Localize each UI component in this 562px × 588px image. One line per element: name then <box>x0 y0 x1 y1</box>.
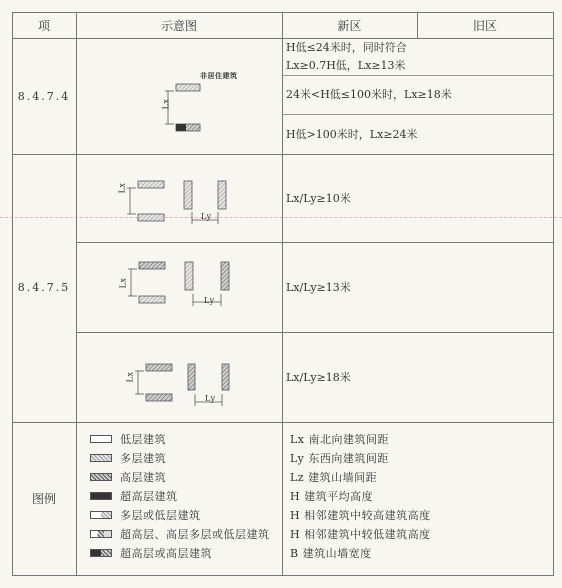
legend-label: 多层建筑 <box>120 452 166 465</box>
dim-label-lx-1: Lx <box>160 98 170 110</box>
legend-item <box>90 546 212 560</box>
legend-swatch <box>90 435 112 443</box>
dim-label-lx-2: Lx <box>116 182 126 194</box>
legend-swatch <box>90 530 112 538</box>
legend-label: 多层或低层建筑 <box>120 509 201 522</box>
legend-item <box>90 470 166 484</box>
legend-definition: Ly 东西向建筑间距 <box>290 452 389 465</box>
rule-height-24-100: 24米<H低≤100米时，Lx≥18米 <box>286 88 452 101</box>
clause-8-4-7-4: 8.4.7.4 <box>17 89 71 103</box>
diagram-gable-spacing-c <box>76 332 282 422</box>
legend-item <box>90 508 201 522</box>
legend-item <box>90 489 178 503</box>
legend-definition: Lz 建筑山墙间距 <box>290 471 378 484</box>
legend-label: 超高层、高层多层或低层建筑 <box>120 528 270 541</box>
legend-swatch <box>90 511 112 519</box>
rule-ratio-13: Lx/Ly≥13米 <box>286 280 351 294</box>
header-item: 项 <box>37 18 50 33</box>
dim-label-ly-3: Ly <box>204 295 215 305</box>
header-old-area: 旧区 <box>472 18 497 33</box>
rule-ratio-10: Lx/Ly≥10米 <box>286 191 351 205</box>
dim-label-lx-4: Lx <box>124 371 134 383</box>
legend-definition: Lx 南北向建筑间距 <box>290 433 390 446</box>
legend-label: 超高层建筑 <box>120 490 178 503</box>
legend-swatch <box>90 492 112 500</box>
legend-swatch <box>90 549 112 557</box>
legend-label: 高层建筑 <box>120 471 166 484</box>
rule-height-over-100: H低>100米时，Lx≥24米 <box>286 127 418 141</box>
non-residential-label: 非居住建筑 <box>200 71 238 80</box>
legend-title: 图例 <box>31 492 56 506</box>
legend-item <box>90 432 166 446</box>
rule-height-24-b: Lx≥0.7H低，Lx≥13米 <box>286 58 406 72</box>
clause-8-4-7-5: 8.4.7.5 <box>17 280 71 294</box>
legend-definition: B 建筑山墙宽度 <box>290 547 372 560</box>
dim-label-ly-4: Ly <box>205 393 216 403</box>
spacing-table <box>12 12 554 576</box>
legend-item <box>90 451 166 465</box>
dim-label-ly-2: Ly <box>201 211 212 221</box>
legend-definition: H 建筑平均高度 <box>290 490 374 503</box>
rule-height-24-a: H低≤24米时，同时符合 <box>286 40 407 54</box>
header-diagram: 示意图 <box>160 18 197 33</box>
diagram-non-residential <box>76 38 282 154</box>
rule-ratio-18: Lx/Ly≥18米 <box>286 370 351 384</box>
legend-swatch <box>90 473 112 481</box>
diagram-gable-spacing-a <box>76 154 282 242</box>
table-right-border <box>553 12 554 576</box>
table-bottom-border <box>12 575 554 576</box>
legend-label: 超高层或高层建筑 <box>120 547 212 560</box>
legend-definition: H 相邻建筑中较低建筑高度 <box>290 528 431 541</box>
legend-item <box>90 527 270 541</box>
legend-definition: H 相邻建筑中较高建筑高度 <box>290 509 431 522</box>
legend-label: 低层建筑 <box>120 433 166 446</box>
section-divider-legend <box>12 422 554 423</box>
dim-label-lx-3: Lx <box>117 277 127 289</box>
header-new-area: 新区 <box>337 18 362 33</box>
diagram-gable-spacing-b <box>76 242 282 332</box>
legend-swatch <box>90 454 112 462</box>
